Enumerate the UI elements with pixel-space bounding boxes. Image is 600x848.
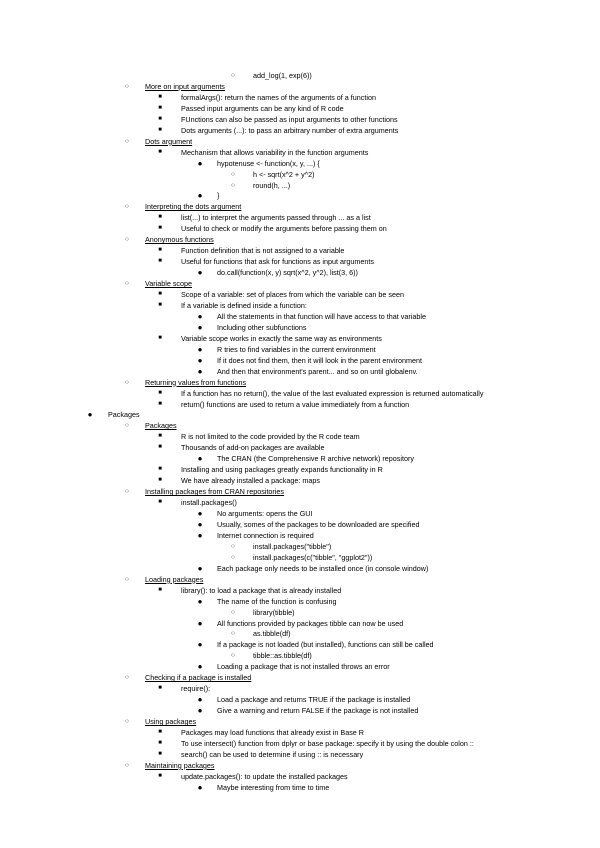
disc-bullet-icon: ● bbox=[197, 618, 203, 628]
square-bullet-icon: ■ bbox=[158, 433, 162, 440]
circle-bullet-icon: ○ bbox=[125, 422, 129, 430]
disc-bullet-icon: ● bbox=[197, 519, 203, 529]
item-text: Load a package and returns TRUE if the package is installed bbox=[217, 695, 411, 705]
disc-bullet-icon: ● bbox=[197, 366, 203, 376]
square-bullet-icon: ■ bbox=[158, 400, 162, 407]
item-text: do.call(function(x, y) sqrt(x^2, y^2), list(3, 6)) bbox=[217, 268, 358, 278]
item-text: install.packages() bbox=[181, 498, 237, 508]
item-text: update.packages(): to update the installed packages bbox=[181, 771, 348, 781]
heading-text: Variable scope bbox=[145, 279, 193, 289]
item-text: All functions provided by packages tibble can now be used bbox=[217, 618, 404, 628]
disc-bullet-icon: ● bbox=[197, 268, 203, 278]
item-text: The name of the function is confusing bbox=[217, 596, 337, 606]
item-text: library(tibble) bbox=[253, 607, 295, 617]
item-text: install.packages("tibble") bbox=[253, 541, 332, 551]
item-text: Thousands of add-on packages are available bbox=[181, 443, 325, 453]
circle-bullet-icon: ○ bbox=[125, 203, 129, 211]
item-text: If a function has no return(), the value of the last evaluated expression is returned automatically bbox=[181, 388, 484, 398]
disc-bullet-icon: ● bbox=[197, 782, 203, 792]
circle-bullet-icon: ○ bbox=[231, 553, 235, 561]
item-text: add_log(1, exp(6)) bbox=[253, 71, 312, 80]
item-text: hypotenuse <- function(x, y, ...) { bbox=[217, 158, 320, 168]
heading-text: Loading packages bbox=[145, 574, 204, 584]
square-bullet-icon: ■ bbox=[158, 148, 162, 155]
item-text: The CRAN (the Comprehensive R archive network) repository bbox=[217, 454, 414, 464]
square-bullet-icon: ■ bbox=[158, 772, 162, 779]
square-bullet-icon: ■ bbox=[158, 214, 162, 221]
disc-bullet-icon: ● bbox=[197, 311, 203, 321]
square-bullet-icon: ■ bbox=[158, 444, 162, 451]
item-text: formalArgs(): return the names of the arguments of a function bbox=[181, 92, 376, 102]
disc-bullet-icon: ● bbox=[197, 706, 203, 716]
item-text: as.tibble(df) bbox=[253, 629, 291, 639]
square-bullet-icon: ■ bbox=[158, 126, 162, 133]
circle-bullet-icon: ○ bbox=[231, 542, 235, 550]
item-text: We have already installed a package: maps bbox=[181, 476, 320, 486]
item-text: FUnctions can also be passed as input arguments to other functions bbox=[181, 114, 398, 124]
item-text: return() functions are used to return a value immediately from a function bbox=[181, 399, 410, 409]
heading-text: Dots argument bbox=[145, 136, 193, 146]
square-bullet-icon: ■ bbox=[158, 466, 162, 473]
circle-bullet-icon: ○ bbox=[231, 630, 235, 638]
heading-text: More on input arguments bbox=[145, 81, 225, 91]
disc-bullet-icon: ● bbox=[197, 596, 203, 606]
square-bullet-icon: ■ bbox=[158, 115, 162, 122]
item-text: tibble::as.tibble(df) bbox=[253, 651, 312, 661]
disc-bullet-icon: ● bbox=[197, 695, 203, 705]
item-text: R is not limited to the code provided by the R code team bbox=[181, 432, 360, 442]
disc-bullet-icon: ● bbox=[197, 344, 203, 354]
item-text: If a variable is defined inside a function: bbox=[181, 300, 307, 310]
disc-bullet-icon: ● bbox=[197, 355, 203, 365]
item-text: Function definition that is not assigned to a variable bbox=[181, 246, 345, 256]
circle-bullet-icon: ○ bbox=[125, 488, 129, 496]
heading-text: Using packages bbox=[145, 717, 197, 727]
item-text: Packages may load functions that already exist in Base R bbox=[181, 728, 364, 737]
item-text: Give a warning and return FALSE if the package is not installed bbox=[217, 706, 419, 716]
heading-text: Anonymous functions bbox=[145, 235, 214, 245]
circle-bullet-icon: ○ bbox=[125, 718, 129, 726]
item-text: Packages bbox=[108, 410, 140, 420]
item-text: Scope of a variable: set of places from which the variable can be seen bbox=[181, 290, 404, 299]
item-text: All the statements in that function will have access to that variable bbox=[217, 311, 426, 321]
item-text: If a package is not loaded (but installed), functions can still be called bbox=[217, 640, 434, 650]
item-text: Passed input arguments can be any kind of R code bbox=[181, 103, 344, 113]
item-text: install.packages(c("tibble", "ggplot2")) bbox=[253, 552, 373, 562]
square-bullet-icon: ■ bbox=[158, 499, 162, 506]
square-bullet-icon: ■ bbox=[158, 477, 162, 484]
item-text: Each package only needs to be installed once (in console window) bbox=[217, 563, 429, 573]
square-bullet-icon: ■ bbox=[158, 291, 162, 297]
heading-text: Checking if a package is installed bbox=[145, 673, 252, 683]
heading-text: Installing packages from CRAN repositories bbox=[145, 487, 285, 497]
square-bullet-icon: ■ bbox=[158, 729, 162, 735]
item-text: Loading a package that is not installed throws an error bbox=[217, 662, 390, 672]
heading-text: Interpreting the dots argument bbox=[145, 202, 242, 212]
item-text: Useful for functions that ask for functions as input arguments bbox=[181, 257, 374, 267]
circle-bullet-icon: ○ bbox=[231, 170, 235, 178]
item-text: Including other subfunctions bbox=[217, 322, 307, 332]
item-text: No arguments: opens the GUI bbox=[217, 509, 313, 518]
item-text: require(): bbox=[181, 684, 211, 694]
disc-bullet-icon: ● bbox=[197, 640, 203, 650]
disc-bullet-icon: ● bbox=[197, 662, 203, 672]
disc-bullet-icon: ● bbox=[197, 563, 203, 573]
disc-bullet-icon: ● bbox=[197, 530, 203, 540]
item-text: Dots arguments (...): to pass an arbitrary number of extra arguments bbox=[181, 125, 399, 135]
circle-bullet-icon: ○ bbox=[125, 378, 129, 386]
disc-bullet-icon: ● bbox=[197, 509, 203, 518]
item-text: search() can be used to determine if using :: is necessary bbox=[181, 749, 364, 759]
item-text: round(h, ...) bbox=[253, 180, 291, 190]
disc-bullet-icon: ● bbox=[197, 158, 203, 168]
square-bullet-icon: ■ bbox=[158, 586, 162, 593]
heading-text: Packages bbox=[145, 421, 177, 431]
item-text: R tries to find variables in the current environment bbox=[217, 344, 376, 354]
square-bullet-icon: ■ bbox=[158, 389, 162, 396]
heading-text: Maintaining packages bbox=[145, 760, 215, 770]
item-text: Variable scope works in exactly the same way as environments bbox=[181, 333, 382, 343]
item-text: Useful to check or modify the arguments before passing them on bbox=[181, 224, 387, 234]
item-text: } bbox=[217, 191, 220, 201]
circle-bullet-icon: ○ bbox=[125, 137, 129, 145]
disc-bullet-icon: ● bbox=[197, 454, 203, 464]
square-bullet-icon: ■ bbox=[158, 104, 162, 111]
disc-bullet-icon: ● bbox=[197, 322, 203, 332]
circle-bullet-icon: ○ bbox=[231, 72, 235, 79]
circle-bullet-icon: ○ bbox=[125, 82, 129, 90]
item-text: Maybe interesting from time to time bbox=[217, 782, 330, 792]
circle-bullet-icon: ○ bbox=[125, 674, 129, 682]
item-text: h <- sqrt(x^2 + y^2) bbox=[253, 169, 315, 179]
square-bullet-icon: ■ bbox=[158, 225, 162, 232]
circle-bullet-icon: ○ bbox=[125, 575, 129, 583]
square-bullet-icon: ■ bbox=[158, 750, 162, 757]
circle-bullet-icon: ○ bbox=[231, 181, 235, 189]
item-text: And then that environment's parent... and so on until globalenv. bbox=[217, 366, 418, 376]
square-bullet-icon: ■ bbox=[158, 334, 162, 341]
square-bullet-icon: ■ bbox=[158, 258, 162, 265]
item-text: list(...) to interpret the arguments passed through ... as a list bbox=[181, 213, 371, 223]
item-text: Installing and using packages greatly expands functionality in R bbox=[181, 465, 383, 475]
disc-bullet-icon: ● bbox=[197, 191, 203, 201]
circle-bullet-icon: ○ bbox=[231, 652, 235, 660]
circle-bullet-icon: ○ bbox=[125, 236, 129, 244]
circle-bullet-icon: ○ bbox=[231, 608, 235, 616]
heading-text: Returning values from functions bbox=[145, 377, 247, 387]
disc-bullet-icon: ● bbox=[87, 410, 93, 420]
square-bullet-icon: ■ bbox=[158, 93, 162, 100]
item-text: library(): to load a package that is already installed bbox=[181, 585, 342, 595]
item-text: To use intersect() function from dplyr or base package: specify it by using the double colon :: bbox=[181, 738, 474, 748]
square-bullet-icon: ■ bbox=[158, 739, 162, 746]
item-text: Mechanism that allows variability in the function arguments bbox=[181, 147, 369, 157]
item-text: Usually, somes of the packages to be downloaded are specified bbox=[217, 519, 420, 529]
square-bullet-icon: ■ bbox=[158, 685, 162, 692]
circle-bullet-icon: ○ bbox=[125, 280, 129, 288]
square-bullet-icon: ■ bbox=[158, 247, 162, 254]
item-text: Internet connection is required bbox=[217, 530, 314, 540]
item-text: If it does not find them, then it will look in the parent environment bbox=[217, 355, 422, 365]
square-bullet-icon: ■ bbox=[158, 301, 162, 308]
circle-bullet-icon: ○ bbox=[125, 761, 129, 769]
